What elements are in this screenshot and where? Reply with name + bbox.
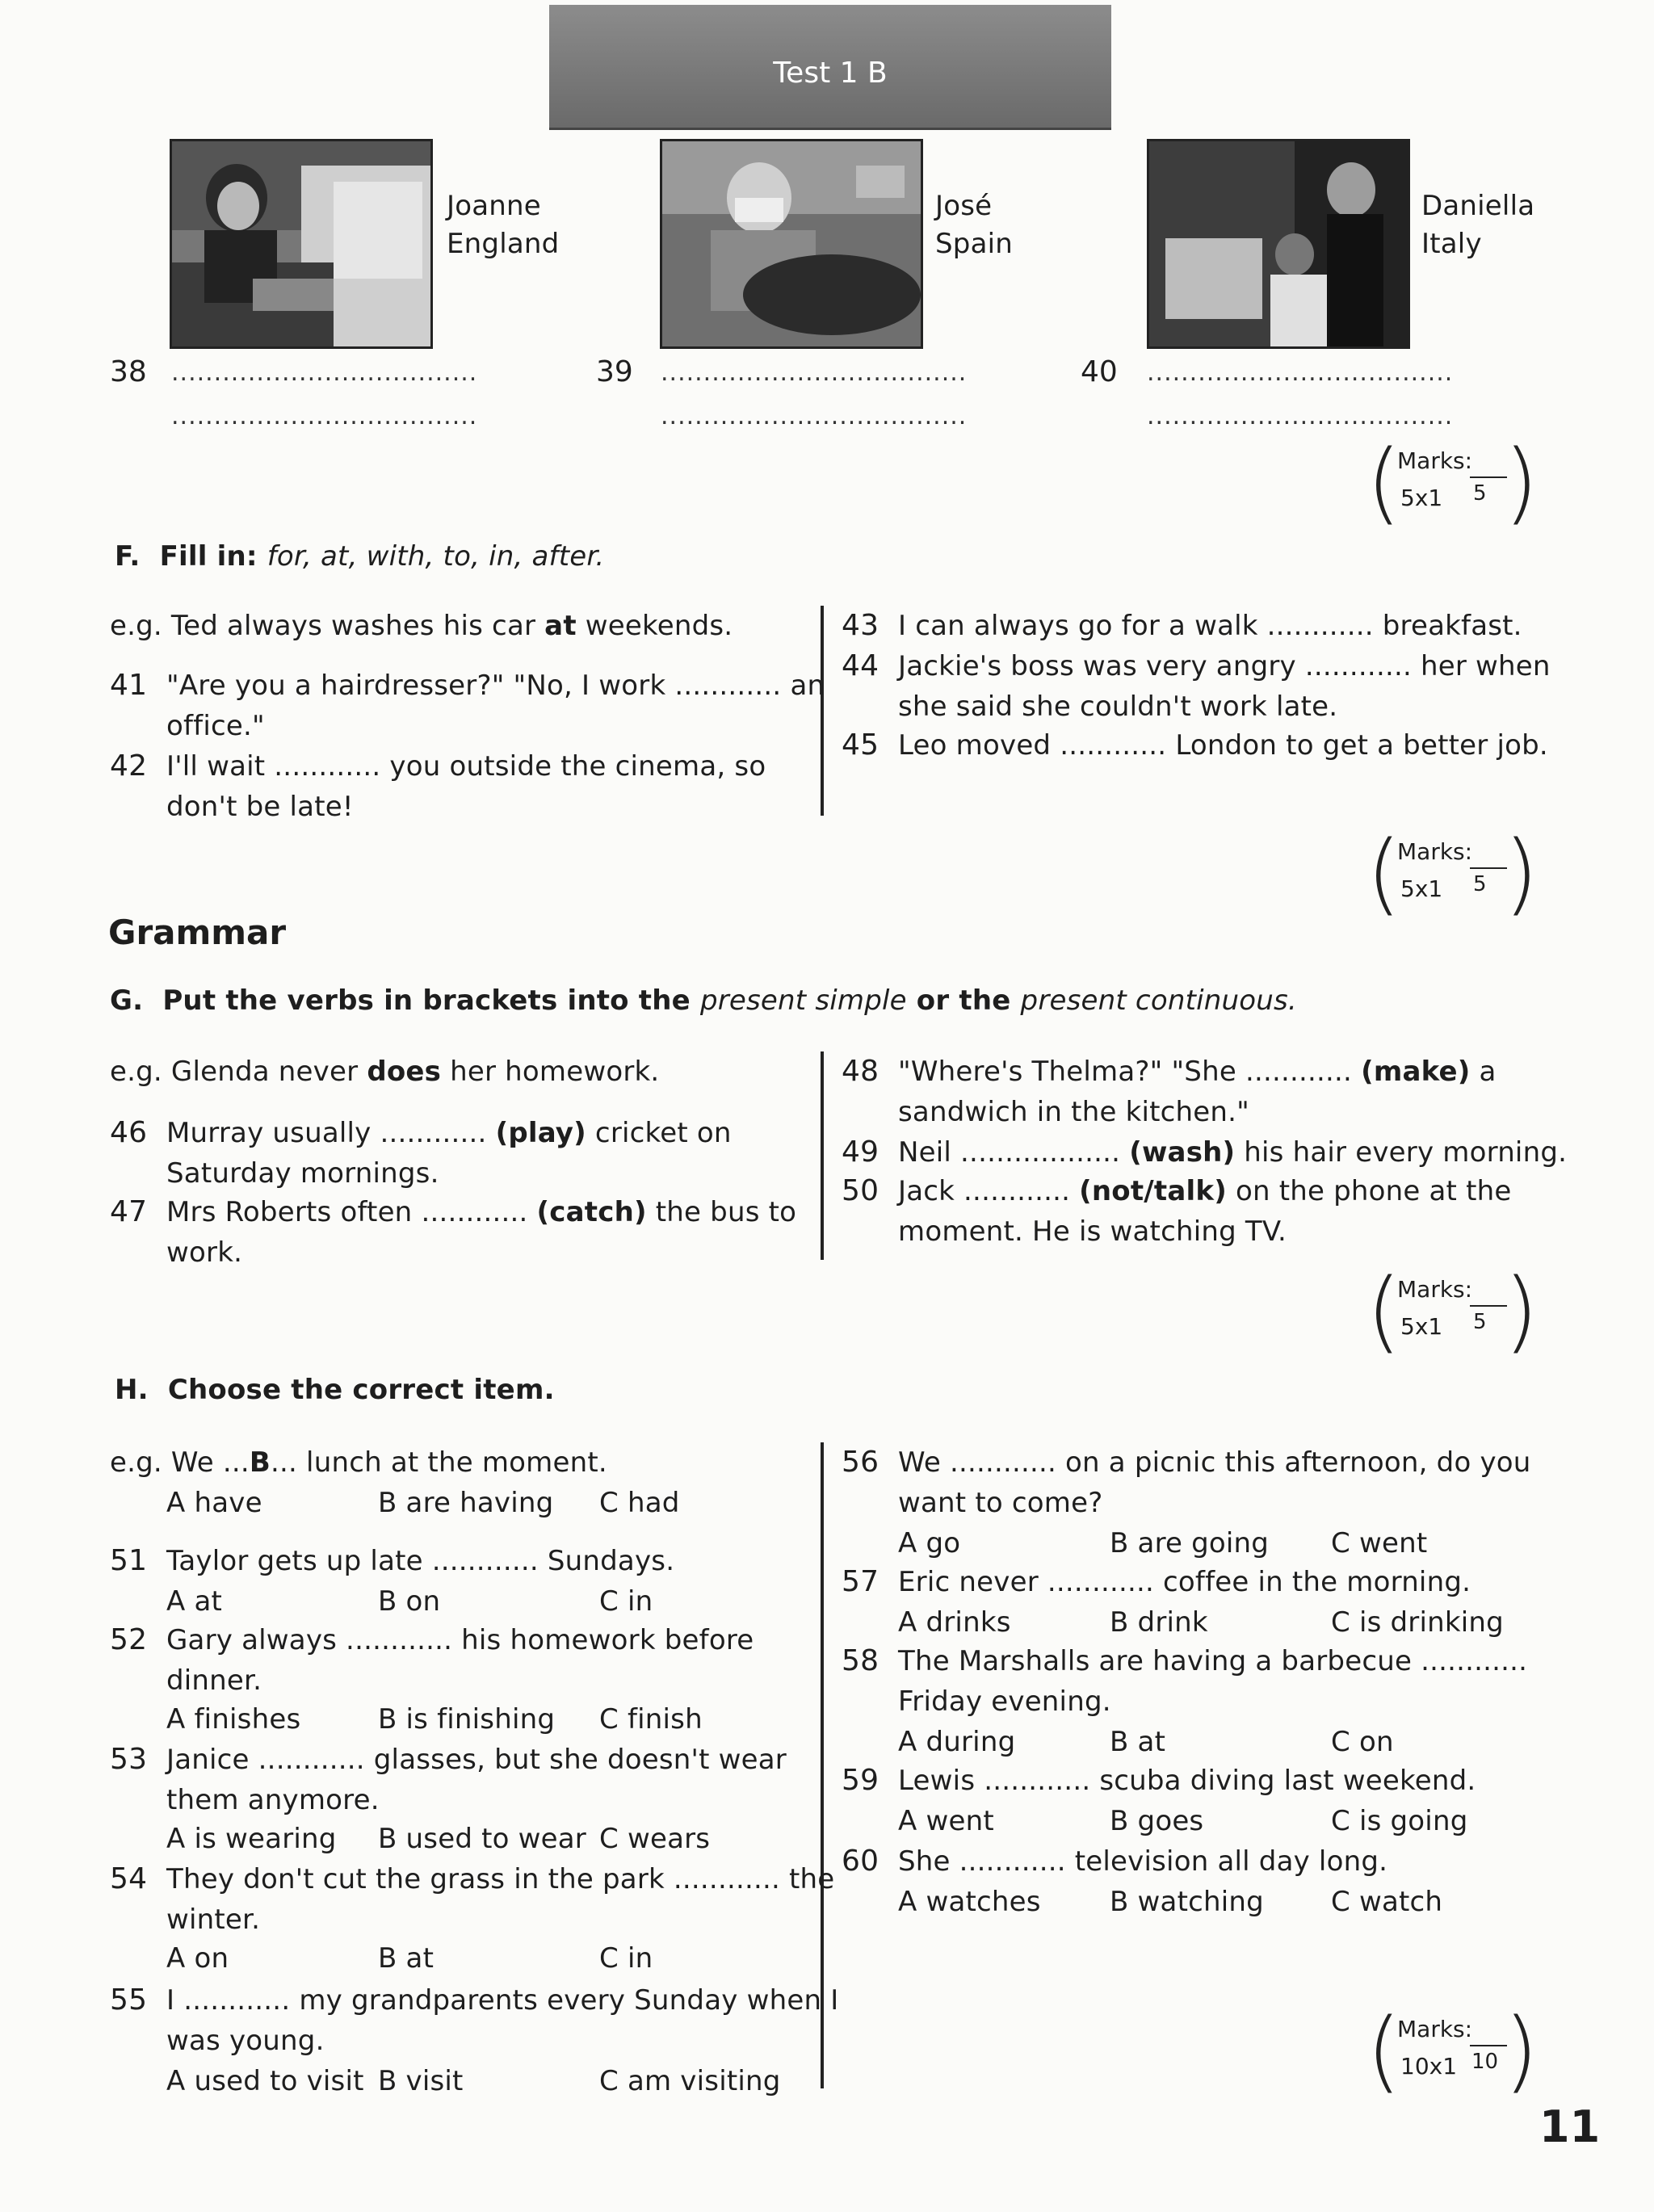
q55-text: I ............ my grandparents every Sunday when I xyxy=(166,1984,839,2017)
q38-answer-line-1[interactable]: .................................... xyxy=(171,359,478,387)
q42-text: I'll wait ............ you outside the cinema, so xyxy=(166,750,766,783)
q44-text: Jackie's boss was very angry ............ her when xyxy=(898,650,1551,682)
q42-number: 42 xyxy=(110,749,148,783)
q48-text-cont: sandwich in the kitchen." xyxy=(898,1096,1250,1128)
q53-text-cont: them anymore. xyxy=(166,1784,380,1816)
q47-text: Mrs Roberts often ............ (catch) the bus to xyxy=(166,1196,797,1228)
q57-option-a[interactable]: A drinks xyxy=(898,1606,1011,1639)
q40-answer-line-1[interactable]: .................................... xyxy=(1147,359,1454,387)
section-h-heading: H. Choose the correct item. xyxy=(115,1374,555,1406)
marks-label: Marks: xyxy=(1397,838,1473,865)
q57-option-b[interactable]: B drink xyxy=(1110,1606,1208,1639)
q51-option-c[interactable]: C in xyxy=(599,1585,653,1618)
q58-text: The Marshalls are having a barbecue ............ xyxy=(898,1645,1528,1677)
marks-total: 5 xyxy=(1473,872,1487,896)
marks-total: 10 xyxy=(1471,2050,1499,2074)
q55-option-c[interactable]: C am visiting xyxy=(599,2065,781,2097)
teacher-image xyxy=(1149,141,1408,346)
q56-number: 56 xyxy=(842,1446,879,1479)
q38-number: 38 xyxy=(110,355,147,388)
q38-answer-line-2[interactable]: .................................... xyxy=(171,402,478,430)
section-f-example: e.g. Ted always washes his car at weekends. xyxy=(110,610,733,642)
example-option-c: C had xyxy=(599,1487,680,1519)
q46-text-cont: Saturday mornings. xyxy=(166,1157,439,1190)
q41-number: 41 xyxy=(110,669,148,702)
section-f-divider xyxy=(821,606,824,816)
q52-option-b[interactable]: B is finishing xyxy=(378,1703,556,1736)
test-title-banner xyxy=(549,5,1111,130)
q51-option-a[interactable]: A at xyxy=(166,1585,223,1618)
q52-option-c[interactable]: C finish xyxy=(599,1703,703,1736)
photo-daniella xyxy=(1147,139,1410,349)
q60-option-a[interactable]: A watches xyxy=(898,1886,1041,1918)
q58-text-cont: Friday evening. xyxy=(898,1685,1111,1718)
marks-total: 5 xyxy=(1473,481,1487,506)
q52-option-a[interactable]: A finishes xyxy=(166,1703,301,1736)
q52-text-cont: dinner. xyxy=(166,1664,262,1697)
q59-number: 59 xyxy=(842,1764,879,1797)
q55-text-cont: was young. xyxy=(166,2025,325,2057)
marks-denominator: 5x1 xyxy=(1400,1313,1443,1340)
q50-text-cont: moment. He is watching TV. xyxy=(898,1215,1287,1248)
section-h-example: e.g. We ...B... lunch at the moment. xyxy=(110,1446,607,1479)
section-f-marks-box: ( Marks: 5x1 5 ) xyxy=(1366,821,1539,925)
section-h-marks-box: ( Marks: 10x1 10 ) xyxy=(1366,1999,1539,2102)
marks-denominator: 5x1 xyxy=(1400,485,1443,511)
q47-number: 47 xyxy=(110,1195,148,1228)
q59-text: Lewis ............ scuba diving last weekend. xyxy=(898,1765,1476,1797)
q54-text-cont: winter. xyxy=(166,1903,261,1936)
tense-present-continuous: present continuous. xyxy=(1020,984,1297,1017)
section-f-heading: F. Fill in: for, at, with, to, in, after. xyxy=(115,540,605,573)
q53-option-b[interactable]: B used to wear xyxy=(378,1823,586,1855)
q39-answer-line-1[interactable]: .................................... xyxy=(661,359,968,387)
tense-present-simple: present simple xyxy=(699,984,907,1017)
marks-label: Marks: xyxy=(1397,447,1473,474)
q50-number: 50 xyxy=(842,1174,879,1207)
q57-option-c[interactable]: C is drinking xyxy=(1331,1606,1504,1639)
section-g-heading: G. Put the verbs in brackets into the present simple or the present continuous. xyxy=(110,984,1297,1017)
q55-option-b[interactable]: B visit xyxy=(378,2065,464,2097)
marks-total: 5 xyxy=(1473,1310,1487,1334)
photo-marks-box: ( Marks: 5x1 5 ) xyxy=(1366,430,1539,534)
q52-text: Gary always ............ his homework before xyxy=(166,1624,754,1656)
q59-option-a[interactable]: A went xyxy=(898,1805,994,1837)
q57-text: Eric never ............ coffee in the morning. xyxy=(898,1566,1471,1598)
q44-number: 44 xyxy=(842,649,879,682)
grammar-heading: Grammar xyxy=(108,913,287,952)
section-g-divider xyxy=(821,1051,824,1260)
surgeon-image xyxy=(662,141,921,346)
jose-country: Spain xyxy=(935,228,1013,260)
q58-option-a[interactable]: A during xyxy=(898,1726,1016,1758)
photo-joanne xyxy=(170,139,433,349)
q43-number: 43 xyxy=(842,609,879,642)
marks-denominator: 10x1 xyxy=(1400,2053,1458,2080)
q46-text: Murray usually ............ (play) cricket on xyxy=(166,1117,732,1149)
q54-text: They don't cut the grass in the park ............ the xyxy=(166,1863,835,1895)
q46-number: 46 xyxy=(110,1116,148,1149)
q51-number: 51 xyxy=(110,1544,148,1577)
q59-option-c[interactable]: C is going xyxy=(1331,1805,1468,1837)
q39-answer-line-2[interactable]: .................................... xyxy=(661,402,968,430)
q53-number: 53 xyxy=(110,1743,148,1776)
q40-answer-line-2[interactable]: .................................... xyxy=(1147,402,1454,430)
q42-text-cont: don't be late! xyxy=(166,791,354,823)
q55-number: 55 xyxy=(110,1983,148,2017)
q55-option-a[interactable]: A used to visit xyxy=(166,2065,364,2097)
q41-text: "Are you a hairdresser?" "No, I work ............ an xyxy=(166,669,825,702)
q53-text: Janice ............ glasses, but she doesn't wear xyxy=(166,1744,787,1776)
q58-number: 58 xyxy=(842,1644,879,1677)
q40-number: 40 xyxy=(1081,355,1118,388)
q56-option-b[interactable]: B are going xyxy=(1110,1527,1270,1559)
q39-number: 39 xyxy=(596,355,633,388)
q56-text-cont: want to come? xyxy=(898,1487,1103,1519)
section-f-options: for, at, with, to, in, after. xyxy=(267,540,605,573)
q45-text: Leo moved ............ London to get a better job. xyxy=(898,729,1548,762)
example-option-a: A have xyxy=(166,1487,262,1519)
q48-number: 48 xyxy=(842,1055,879,1088)
q54-option-b[interactable]: B at xyxy=(378,1942,434,1975)
q50-text: Jack ............ (not/talk) on the phone at the xyxy=(898,1175,1512,1207)
q60-number: 60 xyxy=(842,1845,879,1878)
q43-text: I can always go for a walk ............ breakfast. xyxy=(898,610,1522,642)
q60-text: She ............ television all day long. xyxy=(898,1845,1388,1878)
marks-denominator: 5x1 xyxy=(1400,875,1443,902)
q49-text: Neil .................. (wash) his hair every morning. xyxy=(898,1136,1568,1169)
q48-text: "Where's Thelma?" "She ............ (make) a xyxy=(898,1056,1497,1088)
q60-option-b[interactable]: B watching xyxy=(1110,1886,1264,1918)
q59-option-b[interactable]: B goes xyxy=(1110,1805,1204,1837)
example-option-b: B are having xyxy=(378,1487,554,1519)
daniella-country: Italy xyxy=(1421,228,1482,260)
joanne-name: Joanne xyxy=(447,190,541,222)
q53-option-a[interactable]: A is wearing xyxy=(166,1823,337,1855)
section-g-example: e.g. Glenda never does her homework. xyxy=(110,1056,660,1088)
joanne-country: England xyxy=(447,228,560,260)
q51-option-b[interactable]: B on xyxy=(378,1585,441,1618)
q44-text-cont: she said she couldn't work late. xyxy=(898,690,1338,723)
receptionist-image xyxy=(172,141,430,346)
jose-name: José xyxy=(935,190,993,222)
q47-text-cont: work. xyxy=(166,1236,243,1269)
q57-number: 57 xyxy=(842,1565,879,1598)
q54-number: 54 xyxy=(110,1862,148,1895)
q58-option-b[interactable]: B at xyxy=(1110,1726,1166,1758)
q58-option-c[interactable]: C on xyxy=(1331,1726,1394,1758)
q54-option-a[interactable]: A on xyxy=(166,1942,229,1975)
q56-option-a[interactable]: A go xyxy=(898,1527,961,1559)
q54-option-c[interactable]: C in xyxy=(599,1942,653,1975)
q53-option-c[interactable]: C wears xyxy=(599,1823,711,1855)
q49-number: 49 xyxy=(842,1135,879,1169)
q56-option-c[interactable]: C went xyxy=(1331,1527,1428,1559)
q60-option-c[interactable]: C watch xyxy=(1331,1886,1443,1918)
q52-number: 52 xyxy=(110,1623,148,1656)
marks-label: Marks: xyxy=(1397,1276,1473,1303)
marks-label: Marks: xyxy=(1397,2016,1473,2042)
q56-text: We ............ on a picnic this afternoon, do you xyxy=(898,1446,1531,1479)
section-g-marks-box: ( Marks: 5x1 5 ) xyxy=(1366,1259,1539,1362)
daniella-name: Daniella xyxy=(1421,190,1535,222)
photo-jose xyxy=(660,139,923,349)
q45-number: 45 xyxy=(842,728,879,762)
q41-text-cont: office." xyxy=(166,710,265,742)
page-number: 11 xyxy=(1539,2101,1601,2152)
test-title: Test 1 B xyxy=(773,57,888,90)
q51-text: Taylor gets up late ............ Sundays. xyxy=(166,1545,675,1577)
